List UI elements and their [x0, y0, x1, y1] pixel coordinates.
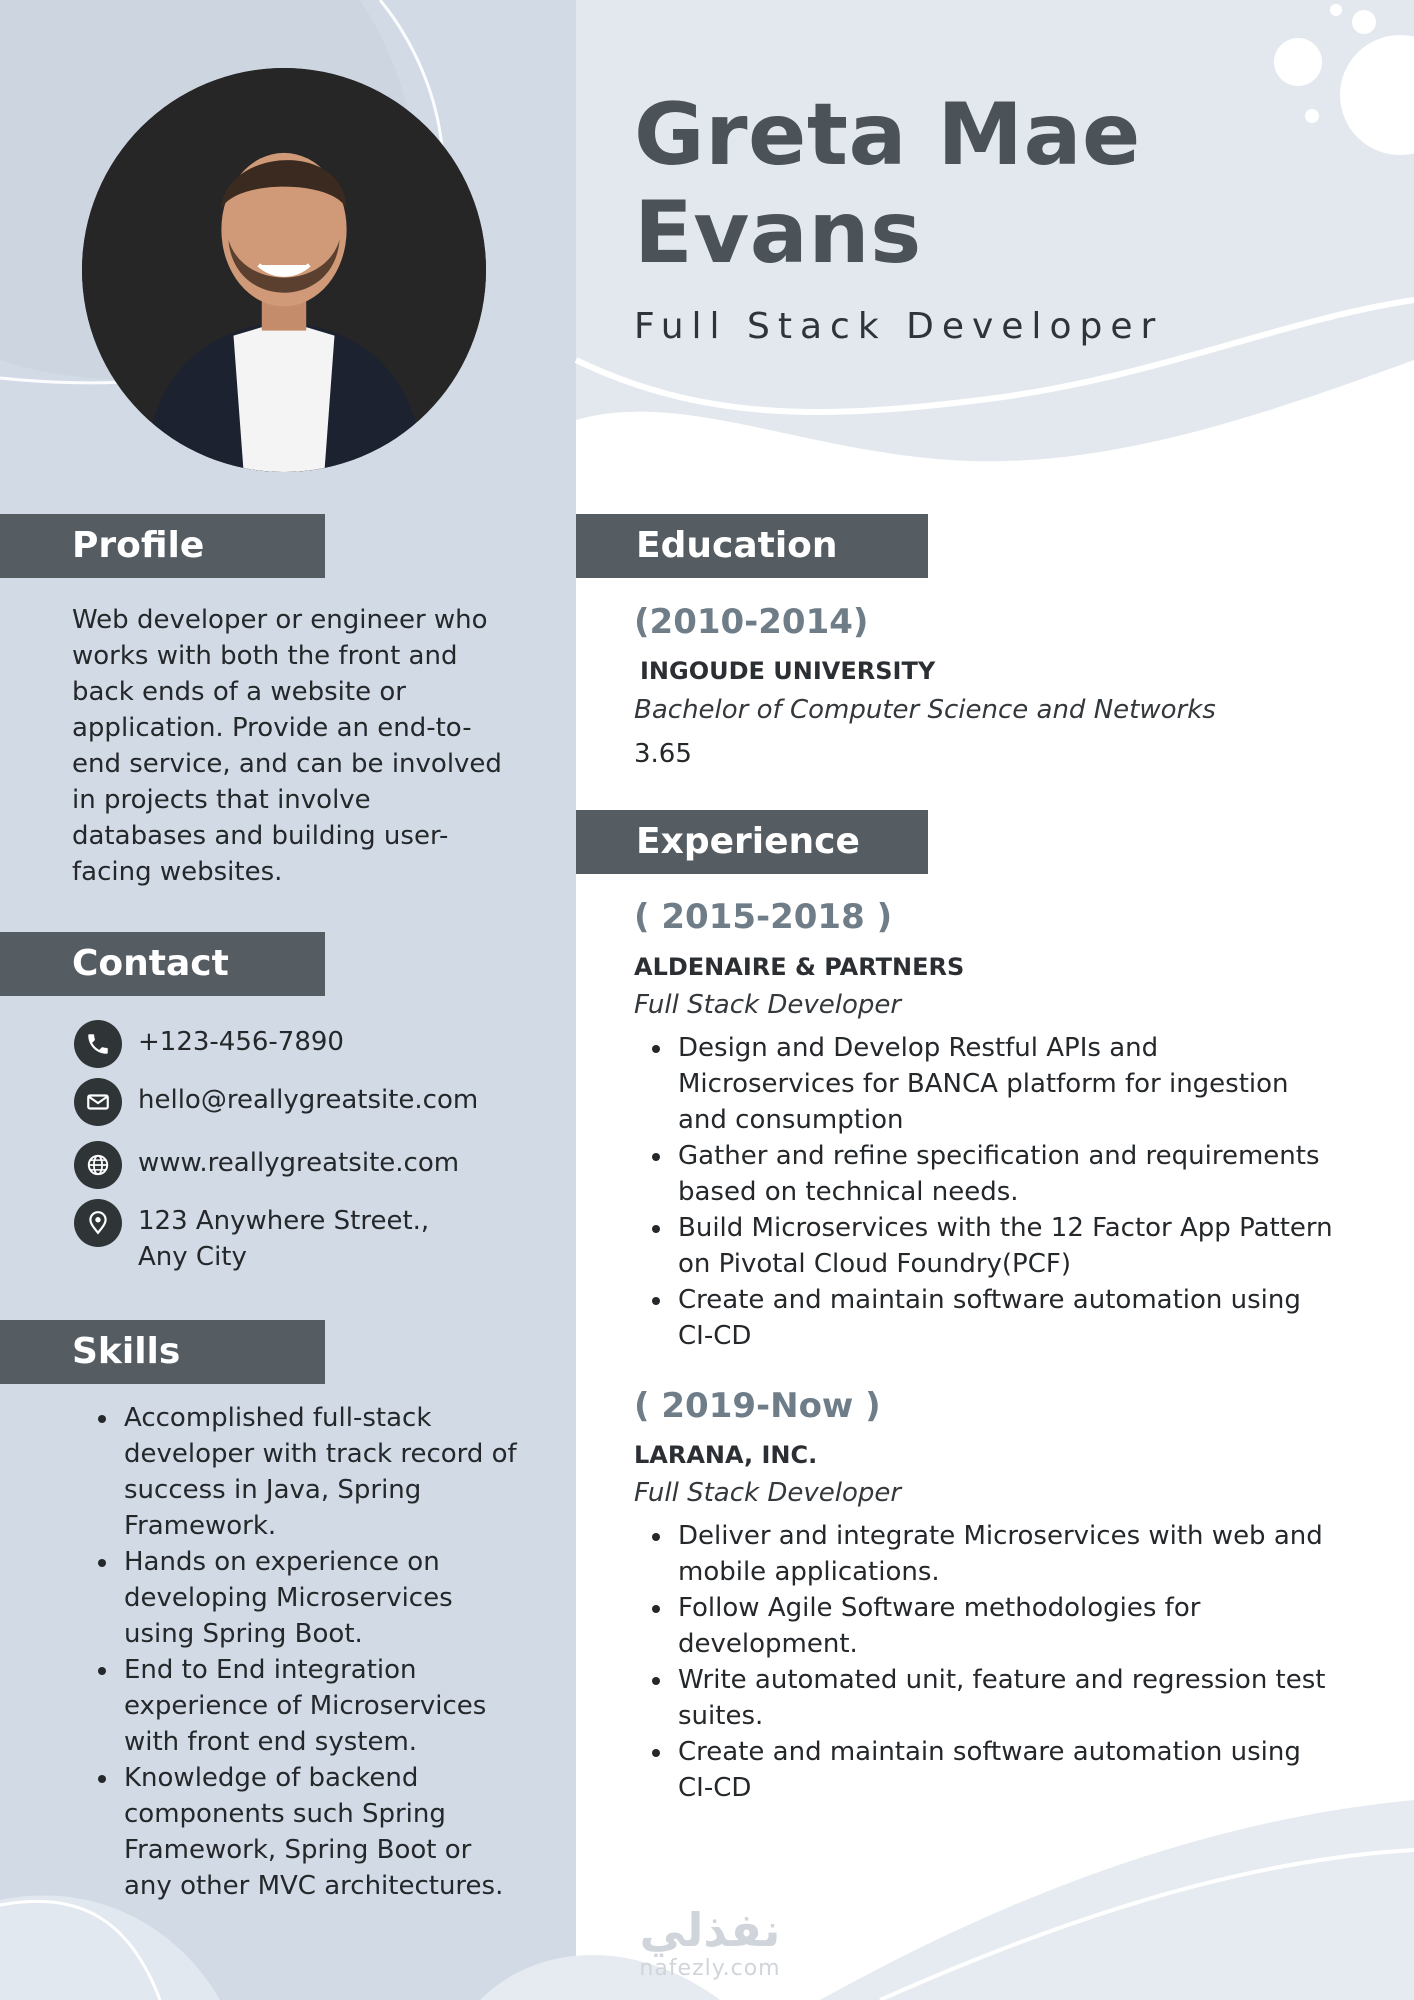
- job-2-bullets: [634, 1518, 1334, 1806]
- skill-item: End to End integration experience of Microservices with front end system.: [80, 1652, 520, 1760]
- contact-address: 123 Anywhere Street., Any City: [138, 1206, 430, 1272]
- job-1-role: Full Stack Developer: [634, 990, 902, 1020]
- contact-website[interactable]: www.reallygreatsite.com: [138, 1148, 460, 1178]
- job-bullet: Build Microservices with the 12 Factor App Pattern on Pivotal Cloud Foundry(PCF): [634, 1210, 1334, 1282]
- job-2-role: Full Stack Developer: [634, 1478, 902, 1508]
- skills-heading: Skills: [0, 1320, 325, 1384]
- skills-list: [80, 1400, 520, 1904]
- education-heading: Education: [576, 514, 928, 578]
- skill-item: Hands on experience on developing Microservices using Spring Boot.: [80, 1544, 520, 1652]
- person-name: [634, 86, 1141, 282]
- skill-item: Accomplished full-stack developer with track record of success in Java, Spring Framework.: [80, 1400, 520, 1544]
- contact-email-row: [74, 1082, 498, 1126]
- profile-photo: [82, 68, 486, 472]
- skill-item: Knowledge of backend components such Spring Framework, Spring Boot or any other MVC architectures.: [80, 1760, 520, 1904]
- experience-heading: Experience: [576, 810, 928, 874]
- job-bullet: Gather and refine specification and requirements based on technical needs.: [634, 1138, 1334, 1210]
- contact-website-row: [74, 1145, 498, 1189]
- location-pin-icon: [74, 1199, 122, 1247]
- watermark-arabic: نفذلي: [639, 1903, 781, 1957]
- mail-icon: [74, 1078, 122, 1126]
- job-1-bullets: [634, 1030, 1334, 1354]
- contact-phone-row: [74, 1024, 498, 1068]
- job-title: Full Stack Developer: [634, 306, 1164, 347]
- name-line-2: Evans: [634, 183, 922, 283]
- job-2-years: ( 2019-Now ): [634, 1386, 881, 1426]
- job-1-company: ALDENAIRE & PARTNERS: [634, 953, 965, 981]
- education-school: INGOUDE UNIVERSITY: [640, 657, 936, 685]
- job-bullet: Create and maintain software automation using CI-CD: [634, 1734, 1334, 1806]
- education-gpa: 3.65: [634, 739, 692, 769]
- profile-heading: Profile: [0, 514, 325, 578]
- job-1-years: ( 2015-2018 ): [634, 897, 893, 937]
- watermark-logo: [620, 1904, 800, 1981]
- education-years: (2010-2014): [634, 602, 869, 642]
- globe-icon: [74, 1141, 122, 1189]
- job-bullet: Create and maintain software automation using CI-CD: [634, 1282, 1334, 1354]
- contact-email[interactable]: hello@reallygreatsite.com: [138, 1085, 479, 1115]
- profile-text: Web developer or engineer who works with both the front and back ends of a website or application. Provide an end-to-end service, and can be involved in projects that involve databases and building user-facing websites.: [72, 605, 502, 887]
- job-bullet: Follow Agile Software methodologies for development.: [634, 1590, 1334, 1662]
- contact-address-row: [74, 1203, 478, 1275]
- contact-heading: Contact: [0, 932, 325, 996]
- job-bullet: Design and Develop Restful APIs and Microservices for BANCA platform for ingestion and consumption: [634, 1030, 1334, 1138]
- phone-icon: [74, 1020, 122, 1068]
- job-bullet: Deliver and integrate Microservices with web and mobile applications.: [634, 1518, 1334, 1590]
- job-bullet: Write automated unit, feature and regression test suites.: [634, 1662, 1334, 1734]
- education-degree: Bachelor of Computer Science and Networks: [634, 695, 1216, 725]
- name-line-1: Greta Mae: [634, 85, 1141, 185]
- watermark-latin: nafezly.com: [639, 1956, 781, 1981]
- contact-phone[interactable]: +123-456-7890: [138, 1027, 344, 1057]
- job-2-company: LARANA, INC.: [634, 1441, 818, 1469]
